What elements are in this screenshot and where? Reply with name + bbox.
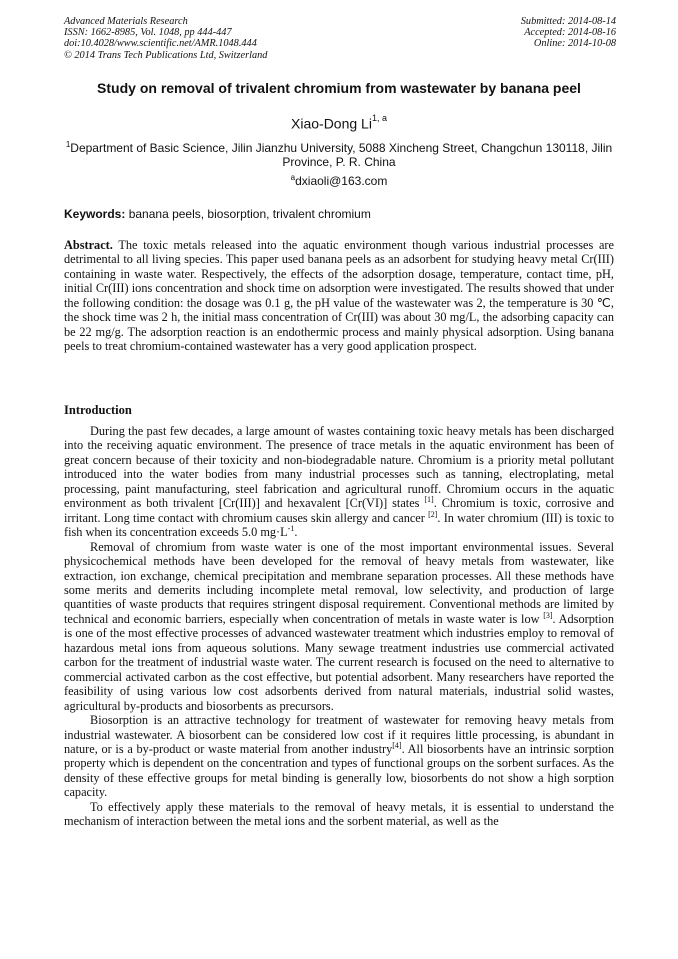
dates-header [521, 16, 616, 50]
journal-copyright: © 2014 Trans Tech Publications Ltd, Switzerland [64, 49, 268, 61]
intro-paragraph-3 [64, 713, 614, 800]
intro-p1-text-c: . In water chromium (III) is toxic to fish when its concentration exceeds 5.0 mg·L [64, 510, 614, 540]
journal-header [64, 16, 267, 61]
author-email [0, 173, 678, 188]
intro-paragraph-2 [64, 540, 614, 713]
keywords [64, 207, 614, 221]
intro-p1-text-d: . [294, 525, 298, 540]
abstract [64, 238, 614, 354]
journal-issn: ISSN: 1662-8985, Vol. 1048, pp 444-447 [64, 27, 232, 39]
intro-paragraph-4: To effectively apply these materials to the removal of heavy metals, it is essential to understand the mechanism of interaction between the metal ions and the sorbent material, as well as the [64, 799, 614, 829]
intro-p1-text-b: . Chromium is toxic, corrosive and irritant. Long time contact with chromium causes skin allergy and cancer [64, 496, 614, 525]
intro-p3-text-b: . All biosorbents have an intrinsic sorption property which is dependent on the concentration and types of functional groups on the sorbent surfaces. As the density of these effective groups for metal binding is generally low, biosorbents do not show a high sorption capacity. [64, 741, 614, 800]
author-affiliation-marker: 1, a [371, 113, 387, 123]
affiliation-marker: 1 [65, 140, 71, 149]
paper-title: Study on removal of trivalent chromium from wastewater by banana peel [97, 80, 581, 96]
abstract-label: Abstract. [64, 238, 113, 252]
author-line [0, 115, 678, 132]
author-name: Xiao-Dong Li [291, 115, 372, 132]
citation-3[interactable]: [3] [543, 610, 553, 620]
journal-doi: doi:10.4028/www.scientific.net/AMR.1048.444 [64, 38, 257, 50]
accepted-date: Accepted: 2014-08-16 [524, 27, 616, 39]
intro-paragraph-1 [64, 424, 614, 540]
keywords-label: Keywords: [64, 207, 126, 221]
affiliation-text: Department of Basic Science, Jilin Jianzhu University, 5088 Xincheng Street, Changchun 130118, Jilin Province, P. R. China [70, 141, 613, 169]
affiliation [64, 138, 614, 169]
email-marker: a [290, 173, 296, 182]
email-address[interactable]: dxiaoli@163.com [295, 174, 388, 188]
intro-p2-text-a: Removal of chromium from waste water is one of the most important environmental issues. Several physicochemical methods have been developed for the removal of heavy metals from wastewater, like extraction, ion exchange, chemical precipitation and membrane separation processes. All these methods have some merits and demerits including incomplete metal removal, low selectivity, and production of large quantities of waste products that requires stringent disposal requirement. Conventional methods are limited by technical and economic barriers, especially when concentration of metals in waste water is low [64, 539, 614, 626]
unit-exponent: -1 [287, 524, 295, 534]
intro-p1-text-a: During the past few decades, a large amount of wastes containing toxic heavy metals has been discharged into the receiving aquatic environment. The presence of trace metals in the aquatic environment has been of great concern because of their toxicity and non-biodegradable nature. Chromium is a priority metal pollutant introduced into the water bodies from many industrial processes such as tanning, electroplating, metal processing, paint manufacturing, steel fabrication and agricultural runoff. Chromium occurs in the aquatic environment as both trivalent [Cr(III)] and hexavalent [Cr(VI)] states [64, 424, 614, 511]
citation-1[interactable]: [1] [424, 495, 434, 505]
journal-name: Advanced Materials Research [64, 16, 188, 27]
intro-p2-text-b: . Adsorption is one of the most effective processes of advanced wastewater treatment which industries employ to removal of hazardous metal ions from aqueous solutions. Many sewage treatment industries use commercial activated carbon for the treatment of industrial waste water. The current research is focused on the need to alternative to commercial activated carbon as the cost effective, but potential adsorbent. Many researchers have reported the feasibility of using various low cost adsorbents derived from natural materials, industrial solid wastes, agricultural by-products and biosorbents as precursors. [64, 611, 614, 713]
intro-p3-text-a: Biosorption is an attractive technology for treatment of wastewater for removing heavy metals from industrial wastewater. A biosorbent can be considered low cost if it requires little processing, is abundant in nature, or is a by-product or waste material from another industry [64, 713, 614, 756]
citation-2[interactable]: [2] [428, 509, 438, 519]
submitted-date: Submitted: 2014-08-14 [520, 16, 616, 27]
abstract-text: The toxic metals released into the aquatic environment though various industrial processes are detrimental to all living species. This paper used banana peels as an adsorbent for studying heavy metal Cr(III) containing in waste water. Respectively, the effects of the adsorption dosage, temperature, contact time, pH, initial Cr(III) ions concentration and shock time on adsorption were investigated. The results showed that under the following condition: the dosage was 0.1 g, the pH value of the wastewater was 2, the temperature is 30 ℃, the shock time was 2 h, the initial mass concentration of Cr(III) was about 30 mg/L, the adsorbing capacity can be 22 mg/g. The adsorption reaction is an endothermic process and mainly physical adsorption. Using banana peels to treat chromium-contained wastewater has a very good application prospect. [64, 238, 614, 354]
keywords-text: banana peels, biosorption, trivalent chromium [128, 207, 371, 221]
citation-4[interactable]: [4] [392, 740, 402, 750]
online-date: Online: 2014-10-08 [533, 38, 616, 50]
introduction-body [64, 424, 614, 829]
introduction-heading: Introduction [64, 403, 132, 417]
